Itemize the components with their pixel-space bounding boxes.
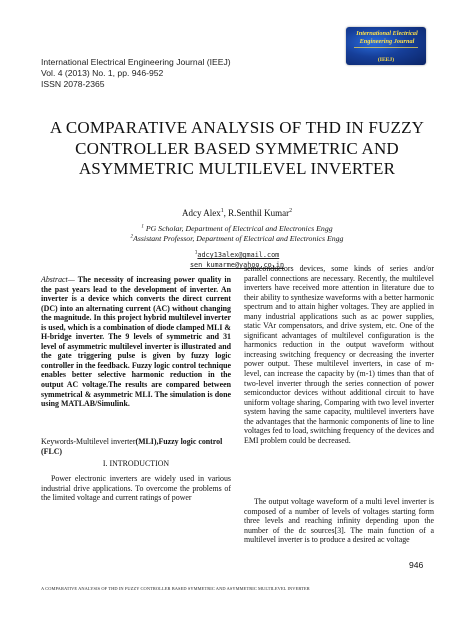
- journal-logo: [346, 27, 426, 65]
- affiliation-2-text: Assistant Professor, Department of Electrical and Electronics Engg: [133, 234, 344, 243]
- paper-title: A COMPARATIVE ANALYSIS OF THD IN FUZZY CONTROLLER BASED SYMMETRIC AND ASYMMETRIC MULTILEVEL INVERTER: [49, 118, 425, 178]
- email-1[interactable]: [0, 251, 474, 259]
- logo-line-3: (IEEJ): [377, 57, 395, 63]
- journal-volume: Vol. 4 (2013) No. 1, pp. 946-952: [41, 68, 164, 78]
- affiliation-1: [0, 224, 474, 233]
- abstract: [41, 275, 231, 409]
- keywords-label: Keywords-Multilevel inverter: [41, 437, 136, 446]
- author-1: Adcy Alex: [181, 208, 221, 218]
- right-column-paragraph-2: The output voltage waveform of a multi level inverter is composed of a number of levels of voltages starting form three levels and reaching infinity depending upon the number of the dc sources[3]. The main function of a multilevel inverter is to produce a desired ac voltage: [244, 497, 434, 545]
- right-column-paragraph-1: semiconductors devices, some kinds of series and/or parallel connections are necessary. Recently, the multilevel inverters have received more attention in literature due to their ability to synthesize waveforms with a better harmonic spectrum and to attain higher voltages. They are applied in many industrial applications such as ac power supplies, static VAr compensators, and drive system, etc. One of the significant advantages of multilevel configuration is the harmonics reduction in the output waveform without increasing switching frequency or decreasing the inverter power output. These multilevel inverters, in case of m-level, can increase the capacity by (m-1) times than that of two-level inverter through the series connection of power semiconductor devices without additional circuit to have uniform voltage sharing, Comparing with two level inverter system having the same capacity, multilevel inverters have the advantages that the harmonic components of line to line voltages fed to load, switching frequency of the devices and EMI problem could be decreased.: [244, 264, 434, 445]
- affiliation-2-sup: 2: [130, 233, 134, 240]
- logo-rule: [354, 47, 418, 48]
- running-footer: A COMPARATIVE ANALYSIS OF THD IN FUZZY CONTROLLER BASED SYMMETRIC AND ASYMMETRIC MULTILEVEL INVERTER: [41, 586, 310, 591]
- affiliation-1-text: PG Scholar, Department of Electrical and Electronics Engg: [143, 224, 333, 233]
- abstract-body: The necessity of increasing power quality in the past years lead to the development of inverter. An inverter is a device which converts the direct current (DC) into an alternating current (AC) without changing the magnitude. In this project hybrid multilevel inverter is used, which is a combination of diode clamped MLI & H-bridge inverter. The 9 levels of symmetric and 31 level of asymmetric multilevel inverter is illustrated and the gate triggering pulse is given by fuzzy logic controller in the feedback. Fuzzy logic control technique enables better selective harmonic reduction in the output AC voltage.The results are compared between symmetrical & asymmetric MLI. The simulation is done using MATLAB/Simulink.: [41, 275, 231, 409]
- journal-issn: ISSN 2078-2365: [41, 79, 105, 89]
- logo-line-1: International Electrical: [356, 30, 418, 37]
- page-number: 946: [409, 560, 424, 570]
- email-1-sup: 1: [194, 250, 198, 256]
- email-2-text[interactable]: sen_kumarme@yahoo.co.in: [189, 261, 285, 269]
- section-heading-introduction: I. INTRODUCTION: [102, 459, 170, 468]
- abstract-label: Abstract—: [41, 275, 78, 284]
- email-1-text[interactable]: adcy13alex@gmail.com: [197, 251, 280, 259]
- author-2-sup: 2: [289, 208, 293, 214]
- keywords: [41, 437, 231, 456]
- affiliation-2: [0, 234, 474, 243]
- intro-paragraph: Power electronic inverters are widely used in various industrial drive applications. To overcome the problems of the limited voltage and current ratings of power: [41, 474, 231, 503]
- logo-line-2: Engineering Journal: [359, 37, 415, 45]
- author-1-sup: 1: [220, 208, 224, 214]
- author-2: , R.Senthil Kumar: [223, 208, 290, 218]
- journal-name: International Electrical Engineering Journal (IEEJ): [41, 57, 231, 67]
- keywords-terms: (MLI),Fuzzy logic control (FLC): [41, 437, 223, 456]
- affiliation-1-sup: 1: [141, 223, 144, 230]
- author-line: [0, 208, 474, 218]
